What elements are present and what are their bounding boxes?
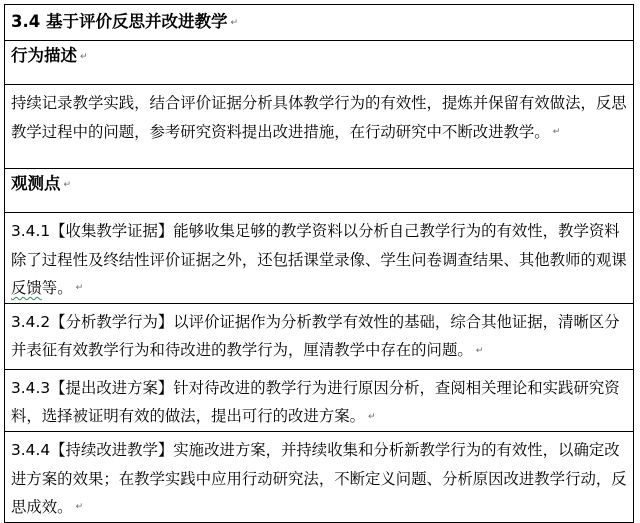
observation-item-1-text: 3.4.1【收集教学证据】能够收集足够的教学资料以分析自己教学行为的有效性，教学资料除了过程性及终结性评价证据之外，还包括课堂录像、学生问卷调查结果、其他教师的观课 — [11, 222, 627, 269]
observation-heading-cell — [5, 169, 634, 213]
observation-item-3-text: 3.4.3【提出改进方案】针对待改进的教学行为进行原因分析，查阅相关理论和实践研究资料，选择被证明有效的做法，提出可行的改进方案。 — [11, 378, 620, 426]
section-title-cell — [5, 5, 634, 41]
observation-row — [5, 369, 634, 431]
paragraph-mark: ↵ — [475, 345, 484, 356]
paragraph-mark: ↵ — [75, 283, 84, 294]
observation-item-1 — [5, 213, 634, 304]
observation-item-4 — [5, 432, 634, 523]
observation-item-2 — [5, 303, 634, 369]
paragraph-mark: ↵ — [80, 51, 88, 62]
behavior-heading-row — [5, 41, 634, 85]
paragraph-mark: ↵ — [552, 126, 561, 137]
observation-item-4-text: 3.4.4【持续改进教学】实施改进方案，并持续收集和分析新教学行为的有效性，以确定改进方案的效果；在教学实践中应用行动研究法，不断定义问题、分析原因改进教学行动，反思成效。 — [11, 441, 627, 516]
observation-row — [5, 432, 634, 523]
observation-row — [5, 213, 634, 304]
proofing-underline: 反馈 — [11, 279, 42, 297]
paragraph-mark: ↵ — [63, 179, 72, 190]
section-title: 3.4 基于评价反思并改进教学 — [11, 12, 228, 31]
behavior-text-cell — [5, 85, 634, 169]
observation-row — [5, 303, 634, 369]
observation-heading-row — [5, 169, 634, 213]
title-row — [5, 5, 634, 41]
behavior-heading: 行为描述 — [11, 46, 77, 65]
paragraph-mark: ↵ — [368, 411, 376, 422]
standard-table — [4, 4, 634, 523]
paragraph-mark: ↵ — [230, 17, 239, 28]
observation-heading: 观测点 — [11, 174, 61, 193]
observation-item-2-text: 3.4.2【分析教学行为】以评价证据作为分析教学有效性的基础，综合其他证据，清晰区分并表征有效教学行为和待改进的教学行为，厘清教学中存在的问题。 — [11, 312, 620, 360]
behavior-text-row — [5, 85, 634, 169]
paragraph-mark: ↵ — [75, 502, 84, 513]
observation-item-3 — [5, 369, 634, 431]
behavior-heading-cell — [5, 41, 634, 85]
observation-item-1-text-end: 等。 — [41, 279, 73, 297]
behavior-text: 持续记录教学实践，结合评价证据分析具体教学行为的有效性，提炼并保留有效做法，反思教学过程中的问题，参考研究资料提出改进措施，在行动研究中不断改进教学。 — [11, 94, 627, 141]
